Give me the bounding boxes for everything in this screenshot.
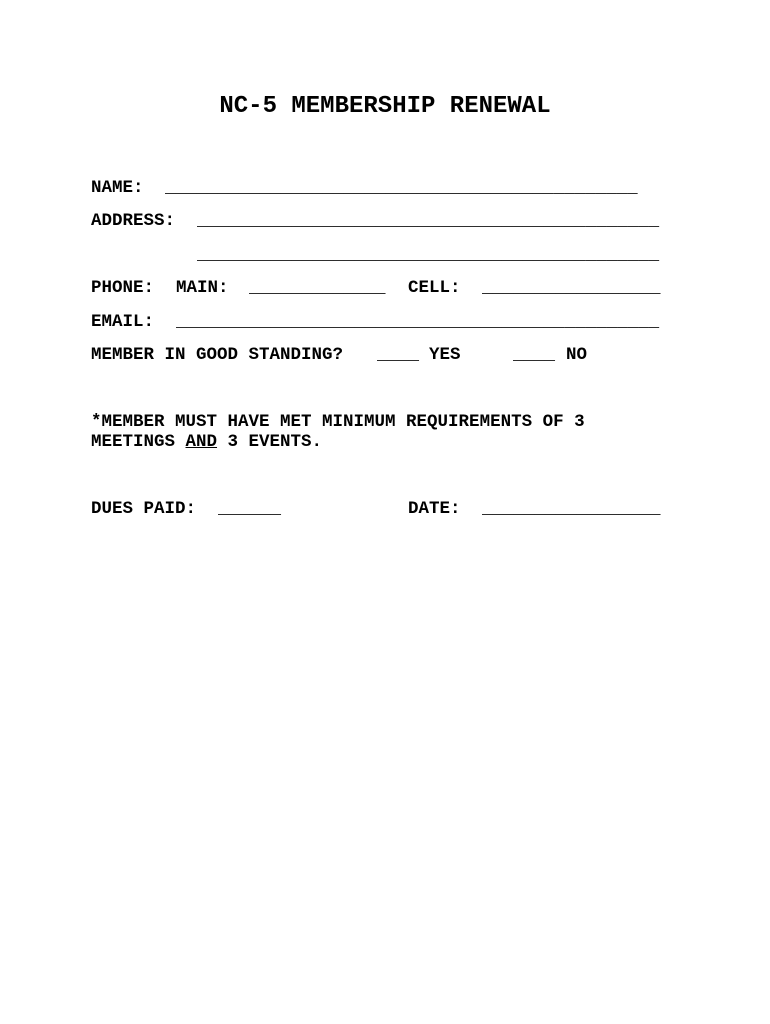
email-field[interactable]: ______________________________________________ bbox=[176, 312, 660, 332]
name-field[interactable]: _____________________________________________ bbox=[165, 178, 638, 198]
address-row-2 bbox=[91, 245, 681, 265]
main-phone-field[interactable]: _____________ bbox=[249, 278, 386, 298]
date-label: DATE: bbox=[408, 499, 461, 519]
standing-no-field[interactable]: ____ bbox=[513, 345, 556, 365]
phone-label: PHONE: bbox=[91, 278, 155, 298]
standing-yes-label: YES bbox=[429, 345, 461, 365]
phone-row bbox=[91, 278, 681, 298]
email-label: EMAIL: bbox=[91, 312, 155, 332]
note-events-text: 3 EVENTS. bbox=[217, 432, 323, 452]
address-field-line-2[interactable]: ____________________________________________ bbox=[197, 245, 660, 265]
requirements-note-text-1: *MEMBER MUST HAVE MET MINIMUM REQUIREMENTS OF 3 bbox=[91, 412, 585, 432]
address-row bbox=[91, 211, 681, 231]
dues-paid-label: DUES PAID: bbox=[91, 499, 197, 519]
requirements-note-text-2 bbox=[91, 432, 322, 452]
email-row bbox=[91, 312, 681, 332]
standing-question: MEMBER IN GOOD STANDING? bbox=[91, 345, 344, 365]
date-field[interactable]: _________________ bbox=[482, 499, 661, 519]
standing-row bbox=[91, 345, 681, 365]
form-title: NC-5 MEMBERSHIP RENEWAL bbox=[219, 93, 551, 120]
address-label: ADDRESS: bbox=[91, 211, 176, 231]
cell-phone-field[interactable]: _________________ bbox=[482, 278, 661, 298]
name-label: NAME: bbox=[91, 178, 144, 198]
cell-phone-label: CELL: bbox=[408, 278, 461, 298]
requirements-note-line-1 bbox=[91, 412, 681, 432]
requirements-note-line-2 bbox=[91, 432, 681, 452]
dues-paid-field[interactable]: ______ bbox=[218, 499, 282, 519]
name-row bbox=[91, 178, 681, 198]
note-and-emphasis: AND bbox=[185, 432, 218, 452]
dues-row bbox=[91, 499, 681, 519]
note-meetings-text: MEETINGS bbox=[91, 432, 186, 452]
address-field-line-1[interactable]: ____________________________________________ bbox=[197, 211, 660, 231]
standing-yes-field[interactable]: ____ bbox=[377, 345, 420, 365]
main-phone-label: MAIN: bbox=[176, 278, 229, 298]
standing-no-label: NO bbox=[566, 345, 588, 365]
